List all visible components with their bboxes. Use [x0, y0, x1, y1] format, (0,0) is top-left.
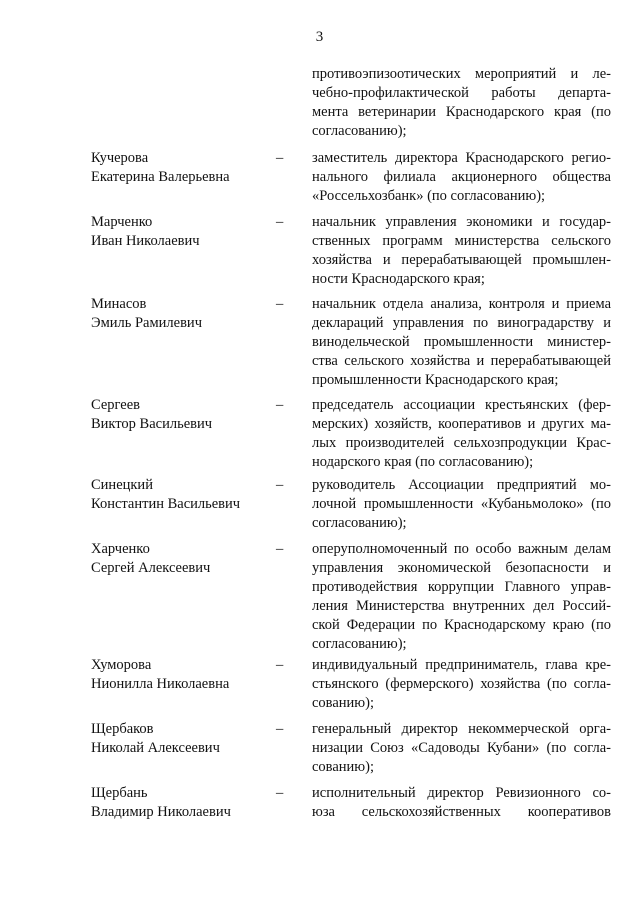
role-line: индивидуальный предприниматель, глава кре-	[312, 657, 611, 673]
role-line: лых производителей сельхозпродукции Крас-	[312, 435, 611, 451]
role-description	[312, 540, 611, 654]
member-name	[91, 213, 276, 251]
role-line: руководитель Ассоциации предприятий мо-	[312, 477, 611, 493]
role-line: мерских) хозяйств, кооперативов и других ма-	[312, 416, 611, 432]
role-line: деклараций управления по виноградарству и	[312, 315, 611, 331]
role-line: оперуполномоченный по особо важным делам	[312, 541, 611, 557]
dash-separator: –	[276, 214, 284, 230]
role-line: ственных программ министерства сельского	[312, 233, 611, 249]
role-line: промышленности Краснодарского края;	[312, 372, 559, 388]
member-given-name: Иван Николаевич	[91, 233, 200, 249]
role-line: генеральный директор некоммерческой орга-	[312, 721, 611, 737]
member-surname: Кучерова	[91, 150, 149, 166]
role-line: ности Краснодарского края;	[312, 271, 485, 287]
role-line: противоэпизоотических мероприятий и ле-	[312, 66, 611, 82]
role-line: нального филиала акционерного общества	[312, 169, 611, 185]
role-line: низации Союз «Садоводы Кубани» (по согла-	[312, 740, 611, 756]
role-description	[312, 396, 611, 472]
member-name	[91, 149, 276, 187]
dash-separator: –	[276, 477, 284, 493]
member-given-name: Сергей Алексеевич	[91, 560, 211, 576]
role-line: заместитель директора Краснодарского регио-	[312, 150, 611, 166]
role-line: начальник управления экономики и государ-	[312, 214, 611, 230]
member-surname: Сергеев	[91, 397, 141, 413]
member-given-name: Владимир Николаевич	[91, 804, 231, 820]
member-given-name: Нионилла Николаевна	[91, 676, 230, 692]
member-name	[91, 396, 276, 434]
dash-separator: –	[276, 150, 284, 166]
dash-separator: –	[276, 296, 284, 312]
role-line: согласованию);	[312, 123, 407, 139]
member-surname: Хуморова	[91, 657, 152, 673]
role-line: лочной промышленности «Кубаньмолоко» (по	[312, 496, 611, 512]
role-description	[312, 295, 611, 390]
role-description	[312, 65, 611, 141]
dash-separator: –	[276, 541, 284, 557]
member-given-name: Николай Алексеевич	[91, 740, 220, 756]
member-name	[91, 476, 276, 514]
role-line: хозяйства и перерабатывающей промышлен-	[312, 252, 611, 268]
member-surname: Харченко	[91, 541, 150, 557]
role-line: ской Федерации по Краснодарскому краю (по	[312, 617, 611, 633]
role-line: сованию);	[312, 759, 374, 775]
member-surname: Синецкий	[91, 477, 153, 493]
role-line: «Россельхозбанк» (по согласованию);	[312, 188, 546, 204]
role-line: согласованию);	[312, 515, 407, 531]
role-line: председатель ассоциации крестьянских (фер-	[312, 397, 611, 413]
member-name	[91, 656, 276, 694]
role-line: юза сельскохозяйственных кооперативов	[312, 804, 611, 820]
member-surname: Минасов	[91, 296, 147, 312]
role-line: исполнительный директор Ревизионного со-	[312, 785, 611, 801]
role-line: начальник отдела анализа, контроля и приема	[312, 296, 611, 312]
role-description	[312, 476, 611, 533]
role-line: согласованию);	[312, 636, 407, 652]
role-line: нодарского края (по согласованию);	[312, 454, 534, 470]
dash-separator: –	[276, 657, 284, 673]
member-surname: Марченко	[91, 214, 153, 230]
dash-separator: –	[276, 785, 284, 801]
role-description	[312, 656, 611, 713]
role-line: чебно-профилактической работы департа-	[312, 85, 611, 101]
member-given-name: Эмиль Рамилевич	[91, 315, 202, 331]
member-name	[91, 295, 276, 333]
member-surname: Щербаков	[91, 721, 154, 737]
member-given-name: Константин Васильевич	[91, 496, 241, 512]
member-given-name: Виктор Васильевич	[91, 416, 213, 432]
page-number: 3	[315, 29, 324, 45]
dash-separator: –	[276, 721, 284, 737]
member-name	[91, 540, 276, 578]
member-name	[91, 720, 276, 758]
role-description	[312, 720, 611, 777]
role-description	[312, 213, 611, 289]
role-line: мента ветеринарии Краснодарского края (по	[312, 104, 611, 120]
role-line: ства сельского хозяйства и перерабатывающей	[312, 353, 611, 369]
role-line: винодельческой промышленности министер-	[312, 334, 611, 350]
role-line: управления экономической безопасности и	[312, 560, 611, 576]
member-given-name: Екатерина Валерьевна	[91, 169, 230, 185]
role-description	[312, 149, 611, 206]
role-line: сованию);	[312, 695, 374, 711]
dash-separator: –	[276, 397, 284, 413]
role-line: ления Министерства внутренних дел Россий-	[312, 598, 611, 614]
member-name	[91, 784, 276, 822]
role-line: противодействия коррупции Главного управ-	[312, 579, 611, 595]
role-line: стьянского (фермерского) хозяйства (по согла-	[312, 676, 611, 692]
role-description	[312, 784, 611, 822]
member-surname: Щербань	[91, 785, 148, 801]
